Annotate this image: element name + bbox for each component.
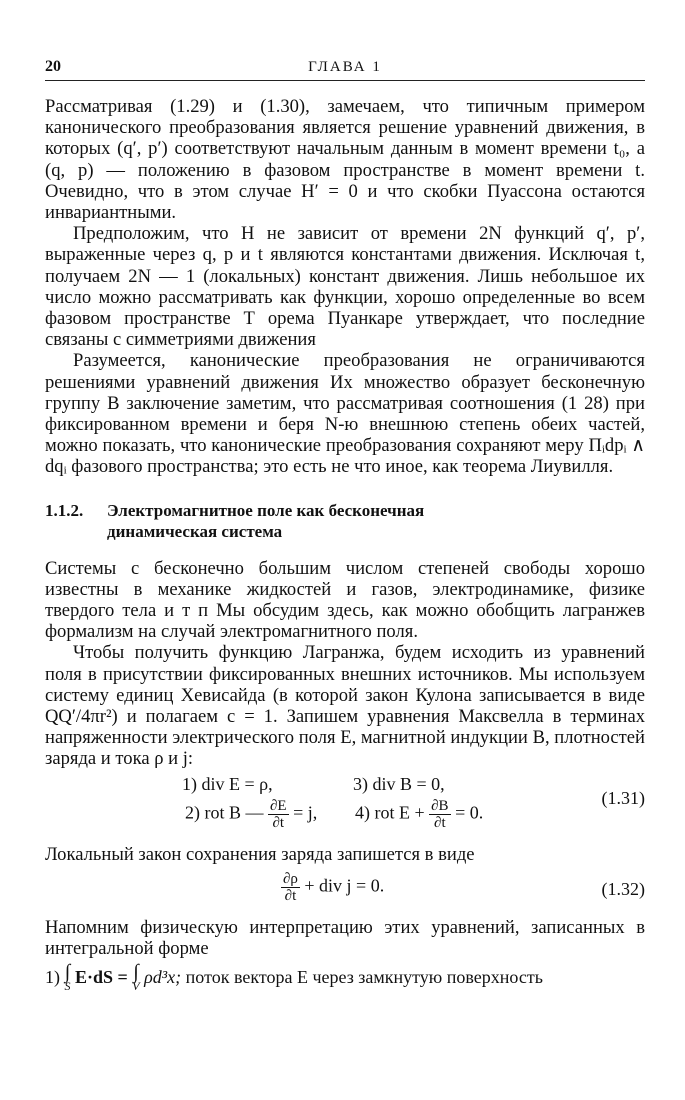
- surface-integral-sign: ∫ S: [64, 961, 71, 994]
- flux-rhs: ρd³x;: [144, 967, 182, 988]
- header-rule: [45, 80, 645, 81]
- continuity-eq: [281, 871, 384, 904]
- section-heading: [45, 500, 645, 542]
- paragraph-7: Напомним физическую интерпретацию этих уравнений, записанных в интегральной форме: [45, 916, 645, 960]
- frac-denominator: ∂t: [272, 814, 285, 831]
- frac-numerator: ∂E: [270, 797, 287, 814]
- maxwell-eq-2-right: = j,: [293, 802, 318, 823]
- surface-subscript: S: [64, 979, 71, 994]
- fraction-dB-dt: [429, 798, 450, 831]
- paragraph-5: Чтобы получить функцию Лагранжа, будем исходить из уравнений поля в присутствии фиксированных внешних источников. Мы используем систему единиц Хевисайда (в которой закон Кулона записывается в виде QQ′/4πr²) и полагаем c = 1. Запишем уравнения Максвелла в терминах напряженности электрического поля E, магнитной индукции B, плотностей заряда и тока ρ и j:: [45, 642, 645, 770]
- maxwell-eq-2-left: 2) rot B —: [185, 802, 264, 823]
- section-number: 1.1.2.: [45, 500, 84, 520]
- section-title-line-2: динамическая система: [107, 521, 283, 541]
- equation-1-32: [45, 865, 645, 917]
- equation-number-1-32: (1.32): [601, 878, 645, 899]
- continuity-eq-tail: + div j = 0.: [304, 875, 385, 896]
- maxwell-eq-3: 3) div B = 0,: [353, 773, 445, 794]
- frac-denominator: ∂t: [284, 887, 297, 904]
- fraction-drho-dt: [281, 871, 300, 904]
- paragraph-2: Предположим, что H не зависит от времени 2N функций q′, p′, выраженные через q, p и t являются константами движения. Исключая t, получаем 2N — 1 (локальных) констант движения. Лишь небольшое их число можно рассматривать как функции, хорошо определенные во всем фазовом пространстве Т орема Пуанкаре утверждает, что последние связаны с симметриями движения: [45, 223, 645, 351]
- integral-form-line: [45, 961, 645, 994]
- maxwell-eq-1: 1) div E = ρ,: [182, 773, 273, 794]
- volume-integral-sign: ∫ V: [132, 961, 140, 994]
- flux-description: поток вектора E через замкнутую поверхность: [185, 967, 543, 988]
- paragraph-3: Разумеется, канонические преобразования не ограничиваются решениями уравнений движения Их множество образует бесконечную группу В заключение заметим, что рассматривая соотношения (1 28) при фиксированном времени и беря N-ю внешнюю степень обеих частей, можно показать, что канонические преобразования сохраняют меру Πᵢdpᵢ ∧ dqᵢ фазового пространства; это есть не что иное, как теорема Лиувилля.: [45, 350, 645, 478]
- frac-denominator: ∂t: [434, 814, 446, 831]
- paragraph-1: Рассматривая (1.29) и (1.30), замечаем, что типичным примером канонического преобразования является решение уравнений движения, в которых (q′, p′) соответствуют начальным данным в момент времени t₀, а (q, p) — положению в фазовом пространстве в момент времени t. Очевидно, что в этом случае H′ = 0 и что скобки Пуассона остаются инвариантными.: [45, 96, 645, 224]
- book-page: [45, 58, 645, 993]
- equation-number-1-31: (1.31): [601, 787, 645, 808]
- paragraph-4: Системы с бесконечно большим числом степеней свободы хорошо известны в механике жидкостей и газов, электродинамике, физике твердого тела и т п Мы обсудим здесь, как можно обобщить лагранжев формализм на случай электромагнитного поля.: [45, 557, 645, 643]
- fraction-dE-dt: [268, 798, 289, 831]
- paragraph-6: Локальный закон сохранения заряда запишется в виде: [45, 843, 475, 865]
- volume-subscript: V: [132, 979, 140, 994]
- running-head: ГЛАВА 1: [308, 59, 382, 75]
- maxwell-eq-2: [185, 798, 317, 831]
- section-title-line-1: Электромагнитное поле как бесконечная: [107, 500, 425, 520]
- integral-item-number: 1): [45, 967, 60, 988]
- frac-numerator: ∂ρ: [283, 870, 298, 887]
- page-header: [45, 58, 645, 82]
- maxwell-eq-4: [355, 798, 483, 831]
- maxwell-eq-4-right: = 0.: [455, 802, 484, 823]
- maxwell-eq-4-left: 4) rot E +: [355, 802, 425, 823]
- equation-1-31: [45, 770, 645, 840]
- page-number: 20: [45, 58, 61, 75]
- flux-lhs: E·dS =: [75, 967, 128, 988]
- frac-numerator: ∂B: [431, 797, 449, 814]
